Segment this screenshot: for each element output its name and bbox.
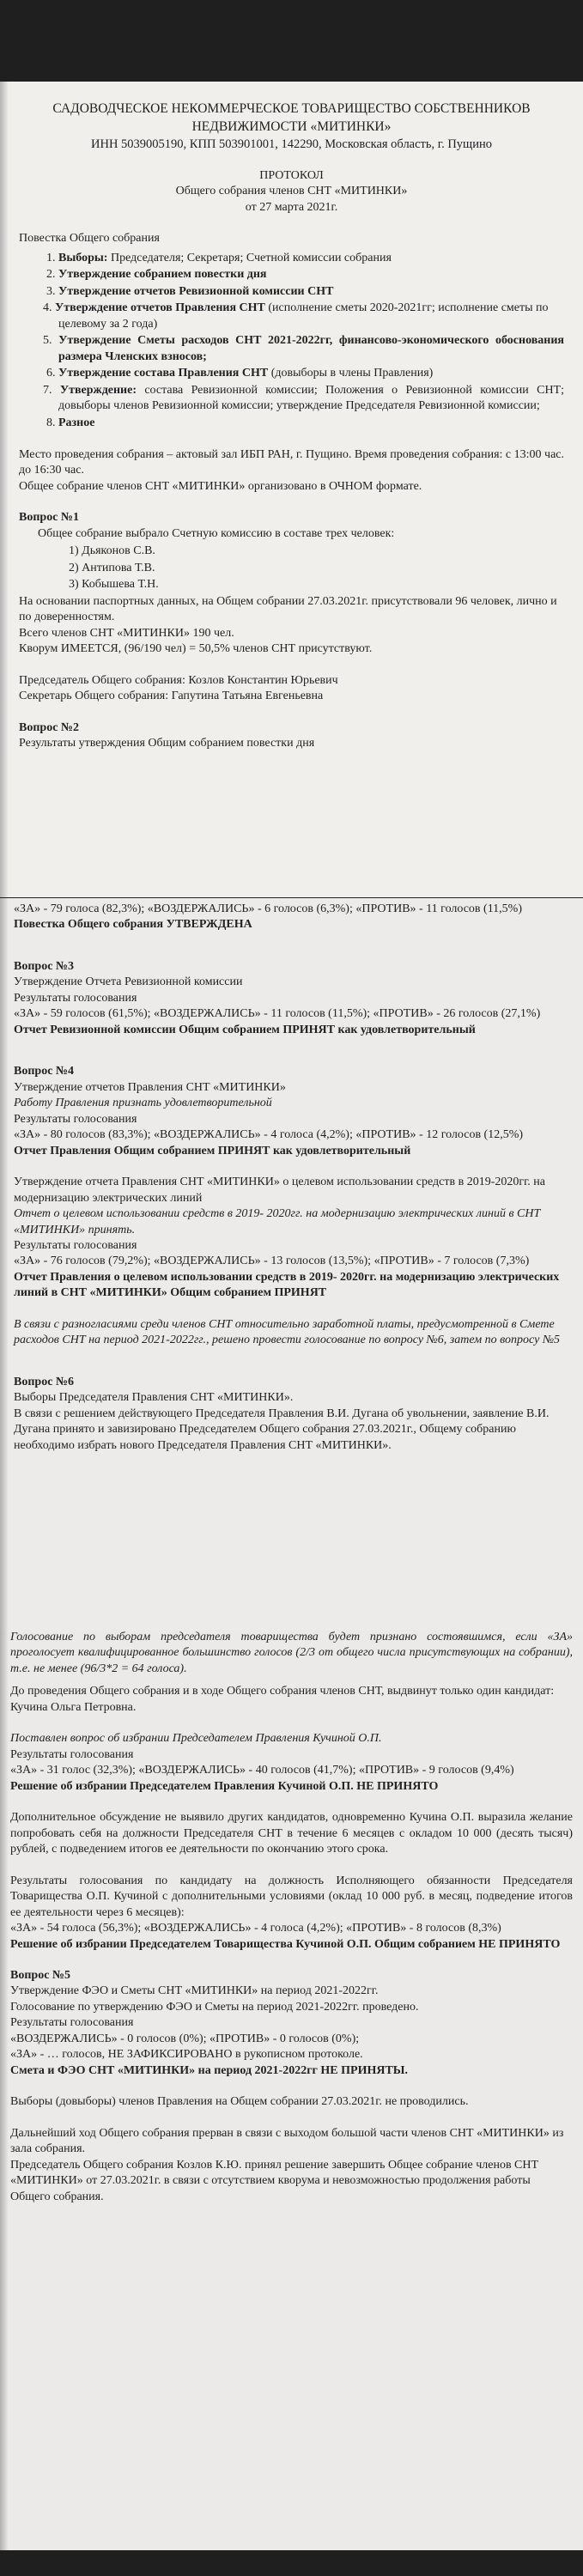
question-3-title: Вопрос №3 [14, 959, 74, 973]
acting-chair-intro: Результаты голосования по кандидату на должность Исполняющего обязанности Председателя Товарищества О.П. Кучиной с дополнительными условиями (оклад 10 000 руб. в месяц, подведение итогов ее деятельности через 6 месяцев): [10, 1874, 573, 1919]
document-type: ПРОТОКОЛ [259, 168, 324, 182]
agenda-title: Повестка Общего собрания [19, 232, 160, 246]
question-4-title: Вопрос №4 [14, 1065, 74, 1078]
quorum-text: Кворум ИМЕЕТСЯ, (96/190 чел) = 50,5% членов СНТ присутствуют. [19, 642, 373, 656]
agenda-item: 7. Утверждение: состава Ревизионной комиссии; Положения о Ревизионной комиссии СНТ; довыборы членов Ревизионной комиссии; утверждение Председателя Ревизионной комиссии; [43, 383, 564, 413]
question-5-subtitle: Утверждение ФЭО и Сметы СНТ «МИТИНКИ» на период 2021-2022гг. [10, 1984, 379, 1998]
candidate-info: До проведения Общего собрания и в ходе Общего собрания членов СНТ, выдвинут только один кандидат: Кучина Ольга Петровна. [10, 1685, 555, 1714]
agenda-item: 5. Утверждение Сметы расходов СНТ 2021-2022гг, финансово-экономического обоснования размера Членских взносов; [43, 334, 565, 363]
question-4-motion: Работу Правления признать удовлетворительной [14, 1097, 272, 1110]
question-4-target-votes: «ЗА» - 76 голосов (79,2%); «ВОЗДЕРЖАЛИСЬ» - 13 голосов (13,5%); «ПРОТИВ» - 7 голосов (7,3%) [14, 1255, 530, 1268]
venue-info: Место проведения собрания – актовый зал ИБП РАН, г. Пущино. Время проведения собрания: с 13:00 час. до 16:30 час. [19, 448, 564, 477]
agenda-list [19, 251, 564, 431]
question-6-subtitle: Выборы Председателя Правления СНТ «МИТИНКИ». [14, 1391, 294, 1405]
page-shadow [0, 898, 9, 1630]
commission-member: 2) Антипова Т.В. [69, 561, 155, 574]
organization-name: САДОВОДЧЕСКОЕ НЕКОММЕРЧЕСКОЕ ТОВАРИЩЕСТВО СОБСТВЕННИКОВ НЕДВИЖИМОСТИ «МИТИНКИ» [52, 101, 531, 134]
page-shadow [0, 82, 9, 897]
question-3-votes: «ЗА» - 59 голосов (61,5%); «ВОЗДЕРЖАЛИСЬ» - 11 голосов (11,5%); «ПРОТИВ» - 26 голосов (27,1%) [14, 1007, 541, 1021]
document-title: Общего собрания членов СНТ «МИТИНКИ» [175, 185, 408, 198]
attendance-text: На основании паспортных данных, на Общем собрании 27.03.2021г. присутствовали 96 человек, лично и по доверенностям. [19, 594, 557, 624]
question-1-title: Вопрос №1 [19, 511, 79, 525]
protocol-page-2 [0, 898, 583, 1630]
question-3-subtitle: Утверждение Отчета Ревизионной комиссии [14, 975, 243, 989]
question-6-motion: Поставлен вопрос об избрании Председателем Правления Кучиной О.П. [10, 1732, 382, 1746]
meeting-secretary: Секретарь Общего собрания: Гапутина Татьяна Евгеньевна [19, 690, 324, 703]
agenda-item: 3. Утверждение отчетов Ревизионной комиссии СНТ [46, 284, 334, 298]
chair-closing-decision: Председатель Общего собрания Козлов К.Ю. принял решение завершить Общее собрание членов СНТ «МИТИНКИ» от 27.03.2021г. в связи с отсутствием кворума и невозможностью продолжения работы Общего собрания. [10, 2158, 539, 2203]
counting-commission-list [19, 544, 564, 592]
board-elections-note: Выборы (довыборы) членов Правления на Общем собрании 27.03.2021г. не проводились. [10, 2095, 469, 2109]
question-3-results-label: Результаты голосования [14, 991, 137, 1005]
question-3-result: Отчет Ревизионной комиссии Общим собранием ПРИНЯТ как удовлетворительный [14, 1023, 476, 1036]
meeting-chair: Председатель Общего собрания: Козлов Константин Юрьевич [19, 673, 338, 687]
acting-chair-votes: «ЗА» - 54 голоса (56,3%); «ВОЗДЕРЖАЛИСЬ» - 4 голоса (4,2%); «ПРОТИВ» - 8 голосов (8,3%) [10, 1922, 501, 1935]
election-rule: Голосование по выборам председателя товарищества будет признано состоявшимся, если «ЗА» проголосует квалифицированное большинство голосов (2/3 от общего числа присутствующих на собрании), т.е. не менее (96/3*2 = 64 голоса). [10, 1631, 573, 1675]
protocol-page-1 [0, 82, 583, 897]
acting-chair-result: Решение об избрании Председателем Товарищества Кучиной О.П. Общим собранием НЕ ПРИНЯТО [10, 1937, 561, 1951]
question-5-votes-for: «ЗА» - … голосов, НЕ ЗАФИКСИРОВАНО в рукописном протоколе. [10, 2048, 363, 2062]
protocol-page-3 [0, 1630, 583, 2550]
question-6-votes: «ЗА» - 31 голос (32,3%); «ВОЗДЕРЖАЛИСЬ» - 40 голосов (41,7%); «ПРОТИВ» - 9 голосов (9,4%) [10, 1764, 514, 1777]
question-4-target-result: Отчет Правления о целевом использовании средств в 2019- 2020гг. на модернизацию электрических линий в СНТ «МИТИНКИ» Общим собранием ПРИНЯТ [14, 1270, 560, 1300]
question-6-context: В связи с решением действующего Председателя Правления В.И. Дугана об увольнении, заявление В.И. Дугана принято и завизировано Председателем Общего собрания 27.03.2021г., Общему собранию необходимо избрать нового Председателя Правления СНТ «МИТИНКИ». [14, 1406, 550, 1452]
question-6-result: Решение об избрании Председателем Правления Кучиной О.П. НЕ ПРИНЯТО [10, 1779, 439, 1793]
question-6-discussion: Дополнительное обсуждение не выявило других кандидатов, одновременно Кучина О.П. выразила желание попробовать себя на должности Председателя СНТ в течение 6 месяцев с окладом 10 000 (десять тысяч) рублей, с подведением итогов ее деятельности по окончанию этого срока. [10, 1811, 573, 1856]
question-5-title: Вопрос №5 [10, 1968, 70, 1982]
question-4-results-label: Результаты голосования [14, 1112, 137, 1126]
total-members: Всего членов СНТ «МИТИНКИ» 190 чел. [19, 626, 234, 640]
question-2-result: Повестка Общего собрания УТВЕРЖДЕНА [14, 918, 252, 932]
agenda-item: 4. Утверждение отчетов Правления СНТ (исполнение сметы 2020-2021гг; исполнение сметы по целевому за 2 года) [43, 301, 549, 331]
commission-member: 3) Кобышева Т.Н. [69, 578, 159, 592]
question-2-votes: «ЗА» - 79 голоса (82,3%); «ВОЗДЕРЖАЛИСЬ» - 6 голосов (6,3%); «ПРОТИВ» - 11 голосов (11,5%) [14, 902, 523, 915]
question-4-target-results-label: Результаты голосования [14, 1238, 137, 1252]
page-shadow [0, 1630, 9, 2550]
question-5-results-label: Результаты голосования [10, 2016, 134, 2030]
question-6-results-label: Результаты голосования [10, 1747, 134, 1761]
question-5-votes-abstain: «ВОЗДЕРЖАЛИСЬ» - 0 голосов (0%); «ПРОТИВ» - 0 голосов (0%); [10, 2032, 360, 2045]
question-4-result: Отчет Правления Общим собранием ПРИНЯТ как удовлетворительный [14, 1144, 411, 1157]
question-2-subtitle: Результаты утверждения Общим собранием повестки дня [19, 737, 315, 750]
question-5-result: Смета и ФЭО СНТ «МИТИНКИ» на период 2021-2022гг НЕ ПРИНЯТЫ. [10, 2063, 409, 2077]
organization-details: ИНН 5039005190, КПП 503901001, 142290, Московская область, г. Пущино [91, 137, 492, 151]
agenda-item: 2. Утверждение собранием повестки дня [46, 268, 267, 282]
agenda-item: 6. Утверждение состава Правления СНТ (довыборы в члены Правления) [46, 367, 434, 380]
question-2-title: Вопрос №2 [19, 720, 79, 734]
commission-member: 1) Дьяконов С.В. [69, 544, 155, 558]
agenda-item: 8. Разное [46, 416, 95, 429]
order-change-note: В связи с разногласиями среди членов СНТ относительно заработной платы, предусмотренной в Смете расходов СНТ на период 2021-2022гг., решено провести голосование по вопросу №6, затем по вопросу №5 [14, 1317, 561, 1347]
question-4-subtitle: Утверждение отчетов Правления СНТ «МИТИНКИ» [14, 1080, 286, 1094]
counting-commission-intro: Общее собрание выбрало Счетную комиссию в составе трех человек: [38, 526, 395, 540]
question-4-votes: «ЗА» - 80 голосов (83,3%); «ВОЗДЕРЖАЛИСЬ» - 4 голоса (4,2%); «ПРОТИВ» - 12 голосов (12,5%) [14, 1128, 524, 1142]
question-5-procedure: Голосование по утверждению ФЭО и Сметы на период 2021-2022гг. проведено. [10, 2000, 419, 2014]
document-date: от 27 марта 2021г. [245, 200, 338, 214]
format-info: Общее собрание членов СНТ «МИТИНКИ» организовано в ОЧНОМ формате. [19, 479, 422, 493]
agenda-item: 1. Выборы: Председателя; Секретаря; Счетной комиссии собрания [46, 251, 392, 264]
meeting-interrupted: Дальнейший ход Общего собрания прерван в связи с выходом большой части членов СНТ «МИТИНКИ» из зала собрания. [10, 2126, 564, 2156]
question-4-target-report-motion: Отчет о целевом использовании средств в 2019- 2020гг. на модернизацию электрических линий в СНТ «МИТИНКИ» принять. [14, 1207, 541, 1236]
question-4-target-report-title: Утверждение отчета Правления СНТ «МИТИНКИ» о целевом использовании средств в 2019-2020гг. на модернизацию электрических линий [14, 1176, 545, 1205]
question-6-title: Вопрос №6 [14, 1375, 74, 1388]
